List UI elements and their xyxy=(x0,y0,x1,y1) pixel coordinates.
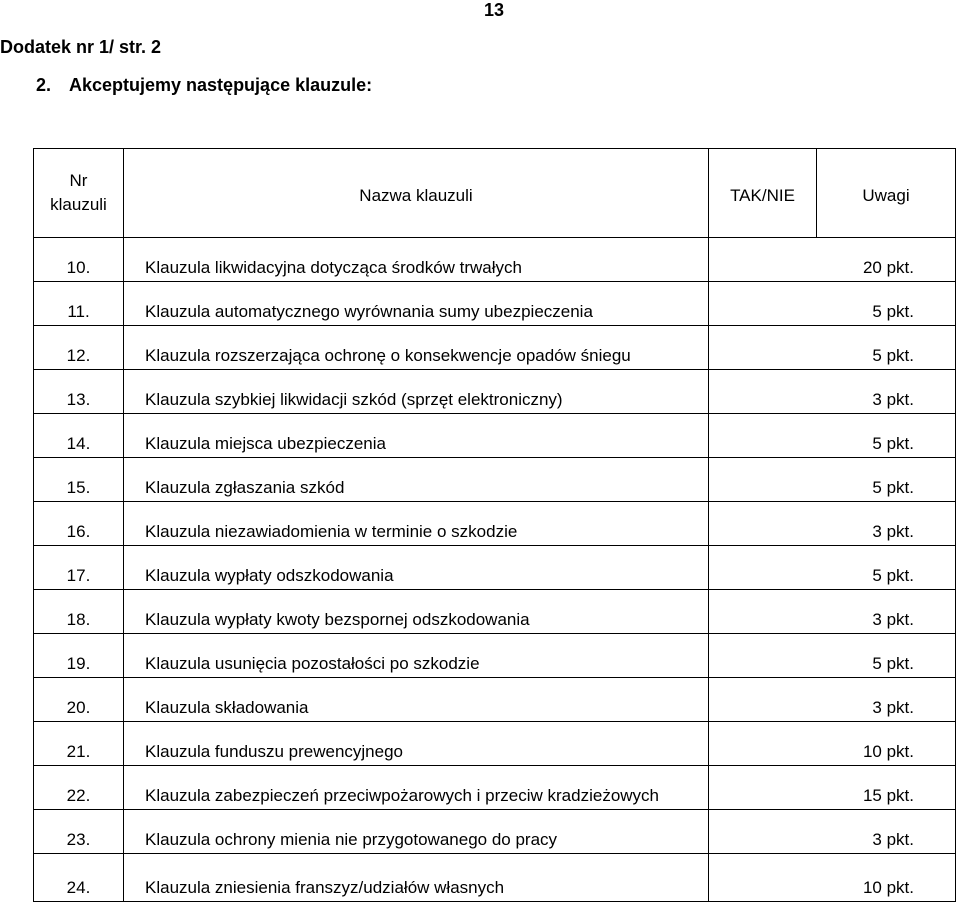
document-header-reference: Dodatek nr 1/ str. 2 xyxy=(0,37,162,57)
table-row xyxy=(34,810,956,854)
clause-name-cell: Klauzula miejsca ubezpieczenia xyxy=(124,414,709,458)
header-clause-number xyxy=(34,149,124,238)
table-row xyxy=(34,458,956,502)
clause-points-cell: 10 pkt. xyxy=(709,722,956,766)
clause-number-cell: 15. xyxy=(34,458,124,502)
clause-number-cell: 10. xyxy=(34,238,124,282)
clause-number-cell: 14. xyxy=(34,414,124,458)
clause-name-cell: Klauzula rozszerzająca ochronę o konsekwencje opadów śniegu xyxy=(124,326,709,370)
clause-points-cell: 5 pkt. xyxy=(709,326,956,370)
header-remarks: Uwagi xyxy=(817,149,956,238)
table-header-row xyxy=(34,149,956,238)
page-number: 13 xyxy=(484,0,505,20)
table-row xyxy=(34,678,956,722)
clause-number-cell: 24. xyxy=(34,854,124,902)
clause-number-cell: 21. xyxy=(34,722,124,766)
clause-number-cell: 19. xyxy=(34,634,124,678)
section-heading xyxy=(36,75,372,96)
clause-name-cell: Klauzula zabezpieczeń przeciwpożarowych i przeciw kradzieżowych xyxy=(124,766,709,810)
clause-name-cell: Klauzula zniesienia franszyz/udziałów własnych xyxy=(124,854,709,902)
table-row xyxy=(34,722,956,766)
clause-name-cell: Klauzula ochrony mienia nie przygotowanego do pracy xyxy=(124,810,709,854)
table-row xyxy=(34,854,956,902)
clause-number-cell: 11. xyxy=(34,282,124,326)
section-number: 2. xyxy=(36,75,52,95)
clause-points-cell: 5 pkt. xyxy=(709,282,956,326)
table-row xyxy=(34,326,956,370)
clause-name-cell: Klauzula składowania xyxy=(124,678,709,722)
table-row xyxy=(34,370,956,414)
table-row xyxy=(34,282,956,326)
header-clause-number-line2: klauzuli xyxy=(50,195,107,214)
clause-points-cell: 5 pkt. xyxy=(709,414,956,458)
clause-number-cell: 16. xyxy=(34,502,124,546)
clause-points-cell: 3 pkt. xyxy=(709,590,956,634)
header-clause-number-line1: Nr xyxy=(69,171,88,190)
table-row xyxy=(34,414,956,458)
clause-points-cell: 3 pkt. xyxy=(709,678,956,722)
clause-name-cell: Klauzula likwidacyjna dotycząca środków trwałych xyxy=(124,238,709,282)
table-row xyxy=(34,502,956,546)
clause-points-cell: 10 pkt. xyxy=(709,854,956,902)
clauses-table xyxy=(33,148,956,902)
header-clause-name: Nazwa klauzuli xyxy=(124,149,709,238)
table-row xyxy=(34,590,956,634)
clause-number-cell: 23. xyxy=(34,810,124,854)
clause-number-cell: 18. xyxy=(34,590,124,634)
clause-name-cell: Klauzula niezawiadomienia w terminie o szkodzie xyxy=(124,502,709,546)
clause-number-cell: 13. xyxy=(34,370,124,414)
clause-name-cell: Klauzula usunięcia pozostałości po szkodzie xyxy=(124,634,709,678)
clause-points-cell: 20 pkt. xyxy=(709,238,956,282)
clause-number-cell: 22. xyxy=(34,766,124,810)
table-row xyxy=(34,546,956,590)
table-row xyxy=(34,634,956,678)
clause-points-cell: 3 pkt. xyxy=(709,502,956,546)
clause-points-cell: 5 pkt. xyxy=(709,458,956,502)
clause-points-cell: 5 pkt. xyxy=(709,546,956,590)
clause-name-cell: Klauzula funduszu prewencyjnego xyxy=(124,722,709,766)
clause-number-cell: 17. xyxy=(34,546,124,590)
clause-number-cell: 20. xyxy=(34,678,124,722)
clause-name-cell: Klauzula wypłaty kwoty bezspornej odszkodowania xyxy=(124,590,709,634)
clause-name-cell: Klauzula wypłaty odszkodowania xyxy=(124,546,709,590)
clause-number-cell: 12. xyxy=(34,326,124,370)
clause-points-cell: 3 pkt. xyxy=(709,810,956,854)
section-title: Akceptujemy następujące klauzule: xyxy=(69,75,373,95)
table-body xyxy=(34,238,956,902)
clause-name-cell: Klauzula automatycznego wyrównania sumy ubezpieczenia xyxy=(124,282,709,326)
clause-name-cell: Klauzula zgłaszania szkód xyxy=(124,458,709,502)
clause-name-cell: Klauzula szybkiej likwidacji szkód (sprzęt elektroniczny) xyxy=(124,370,709,414)
clause-points-cell: 3 pkt. xyxy=(709,370,956,414)
clause-points-cell: 5 pkt. xyxy=(709,634,956,678)
clause-points-cell: 15 pkt. xyxy=(709,766,956,810)
header-yes-no: TAK/NIE xyxy=(709,149,817,238)
table-row xyxy=(34,238,956,282)
table-row xyxy=(34,766,956,810)
